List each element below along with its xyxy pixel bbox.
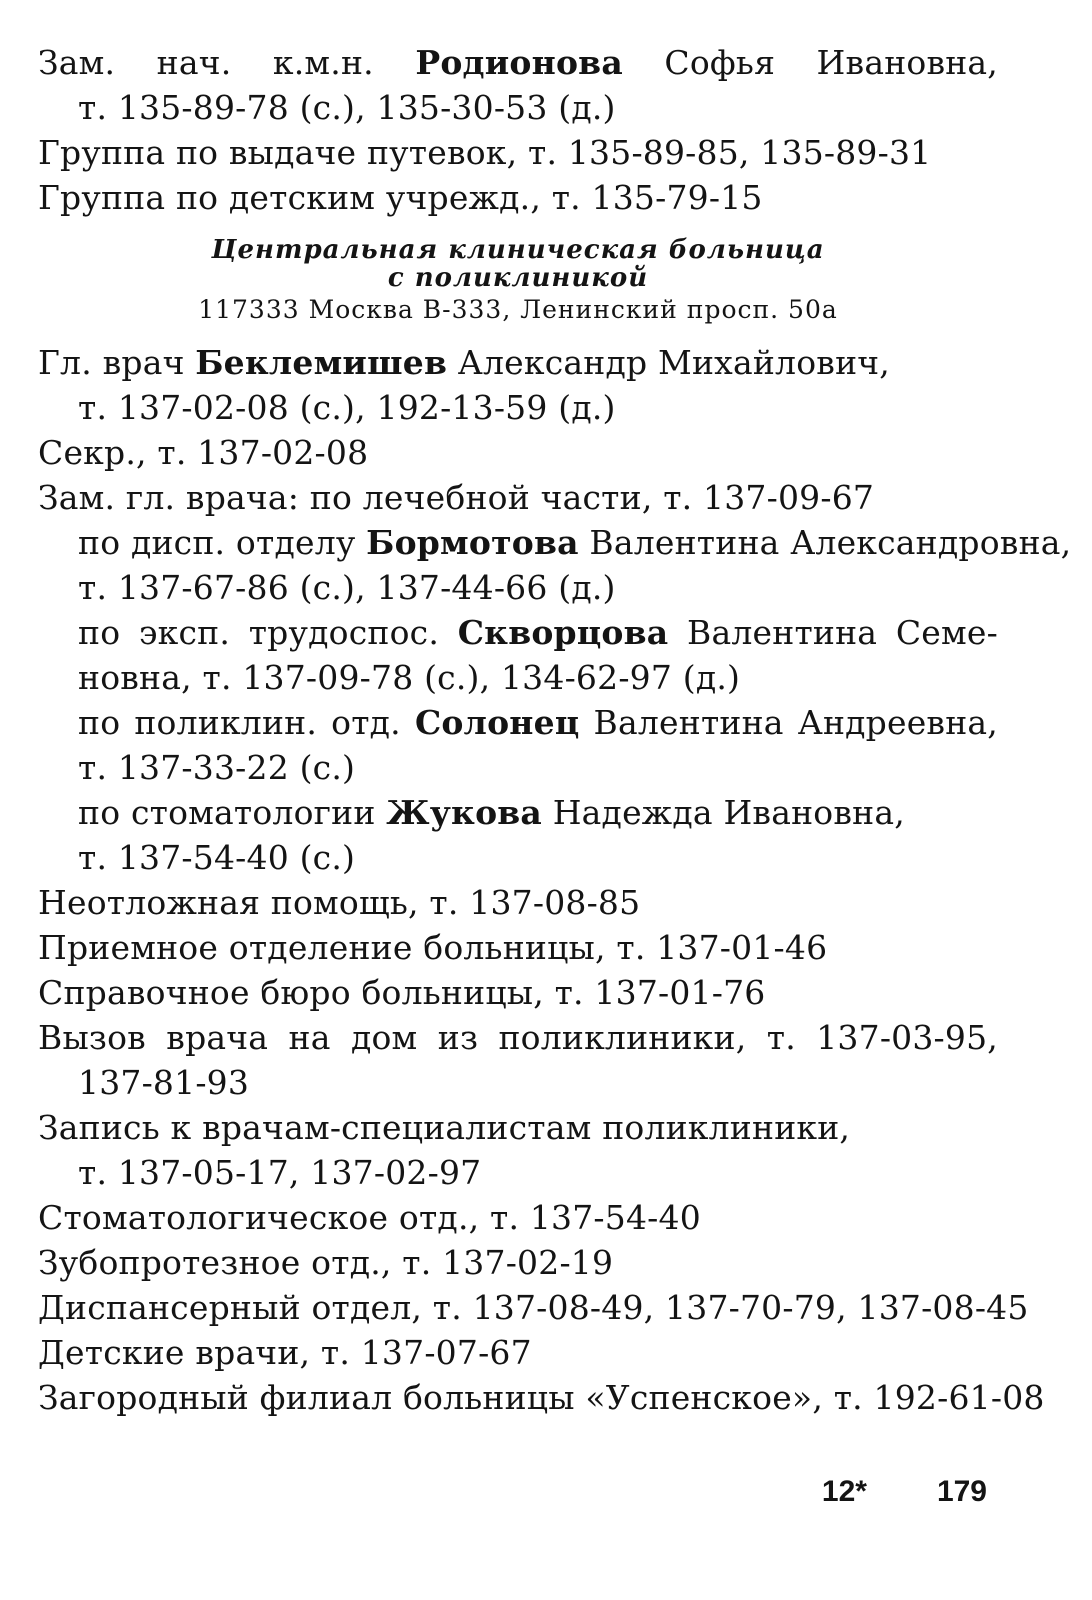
entry-home-visit: Вызов врача на дом из поликлиники, т. 137-03-95,: [38, 1018, 998, 1057]
page-body: [38, 40, 1072, 1420]
entry-deputy-disp: по дисп. отделу Бормотова Валентина Александровна,: [78, 523, 1072, 562]
person-name: Бормотова: [366, 523, 579, 562]
entry-phones: т. 137-67-86 (с.), 137-44-66 (д.): [78, 568, 616, 607]
entry-info-desk: Справочное бюро больницы, т. 137-01-76: [38, 973, 766, 1012]
person-name: Скворцова: [457, 613, 669, 652]
entry-phones: т. 137-33-22 (с.): [78, 748, 356, 787]
person-name: Беклемишев: [195, 343, 448, 382]
entry-pediatricians: Детские врачи, т. 137-07-67: [38, 1333, 532, 1372]
entry-prosthetics: Зубопротезное отд., т. 137-02-19: [38, 1243, 614, 1282]
entry-deputies-header: Зам. гл. врача: по лечебной части, т. 137-09-67: [38, 478, 875, 517]
entry-emergency: Неотложная помощь, т. 137-08-85: [38, 883, 641, 922]
entry-continuation: 137-81-93: [78, 1063, 250, 1102]
entry-dental-dept: Стоматологическое отд., т. 137-54-40: [38, 1198, 701, 1237]
entry-continuation: новна, т. 137-09-78 (с.), 134-62-97 (д.): [78, 658, 741, 697]
person-name: Солонец: [414, 703, 580, 742]
entry-phones: т. 137-54-40 (с.): [78, 838, 356, 877]
entry-deputy-dentistry: по стоматологии Жукова Надежда Ивановна,: [78, 793, 905, 832]
entry-deputy-polyclinic: по поликлин. отд. Солонец Валентина Андреевна,: [78, 703, 998, 742]
entry-dispensary: Диспансерный отдел, т. 137-08-49, 137-70-79, 137-08-45: [38, 1288, 1029, 1327]
entry-admissions: Приемное отделение больницы, т. 137-01-46: [38, 928, 828, 967]
entry-phones: т. 137-05-17, 137-02-97: [78, 1153, 482, 1192]
entry-phones: т. 137-02-08 (с.), 192-13-59 (д.): [78, 388, 616, 427]
signature-mark: 12*: [821, 1475, 867, 1508]
entry-phones: т. 135-89-78 (с.), 135-30-53 (д.): [78, 88, 616, 127]
section-address: 117333 Москва В-333, Ленинский просп. 50а: [198, 295, 838, 324]
entry-deputy-rodionova: Зам. нач. к.м.н. Родионова Софья Ивановна,: [38, 43, 998, 82]
section-subtitle: с поликлиникой: [387, 263, 649, 293]
entry-country-branch: Загородный филиал больницы «Успенское», т. 192-61-08: [38, 1378, 1045, 1417]
person-name: Родионова: [415, 43, 623, 82]
page-footer: [752, 1475, 987, 1509]
entry-deputy-expertise: по эксп. трудоспос. Скворцова Валентина Семе-: [78, 613, 998, 652]
section-title: Центральная клиническая больница: [211, 235, 825, 265]
entry-secretary: Секр., т. 137-02-08: [38, 433, 369, 472]
page-number: 179: [936, 1475, 987, 1508]
entry-vouchers-group: Группа по выдаче путевок, т. 135-89-85, 135-89-31: [38, 133, 932, 172]
person-name: Жукова: [386, 793, 543, 832]
entry-chief-doctor: Гл. врач Беклемишев Александр Михайлович,: [38, 343, 890, 382]
entry-specialists: Запись к врачам-специалистам поликлиники,: [38, 1108, 851, 1147]
entry-children-group: Группа по детским учрежд., т. 135-79-15: [38, 178, 763, 217]
